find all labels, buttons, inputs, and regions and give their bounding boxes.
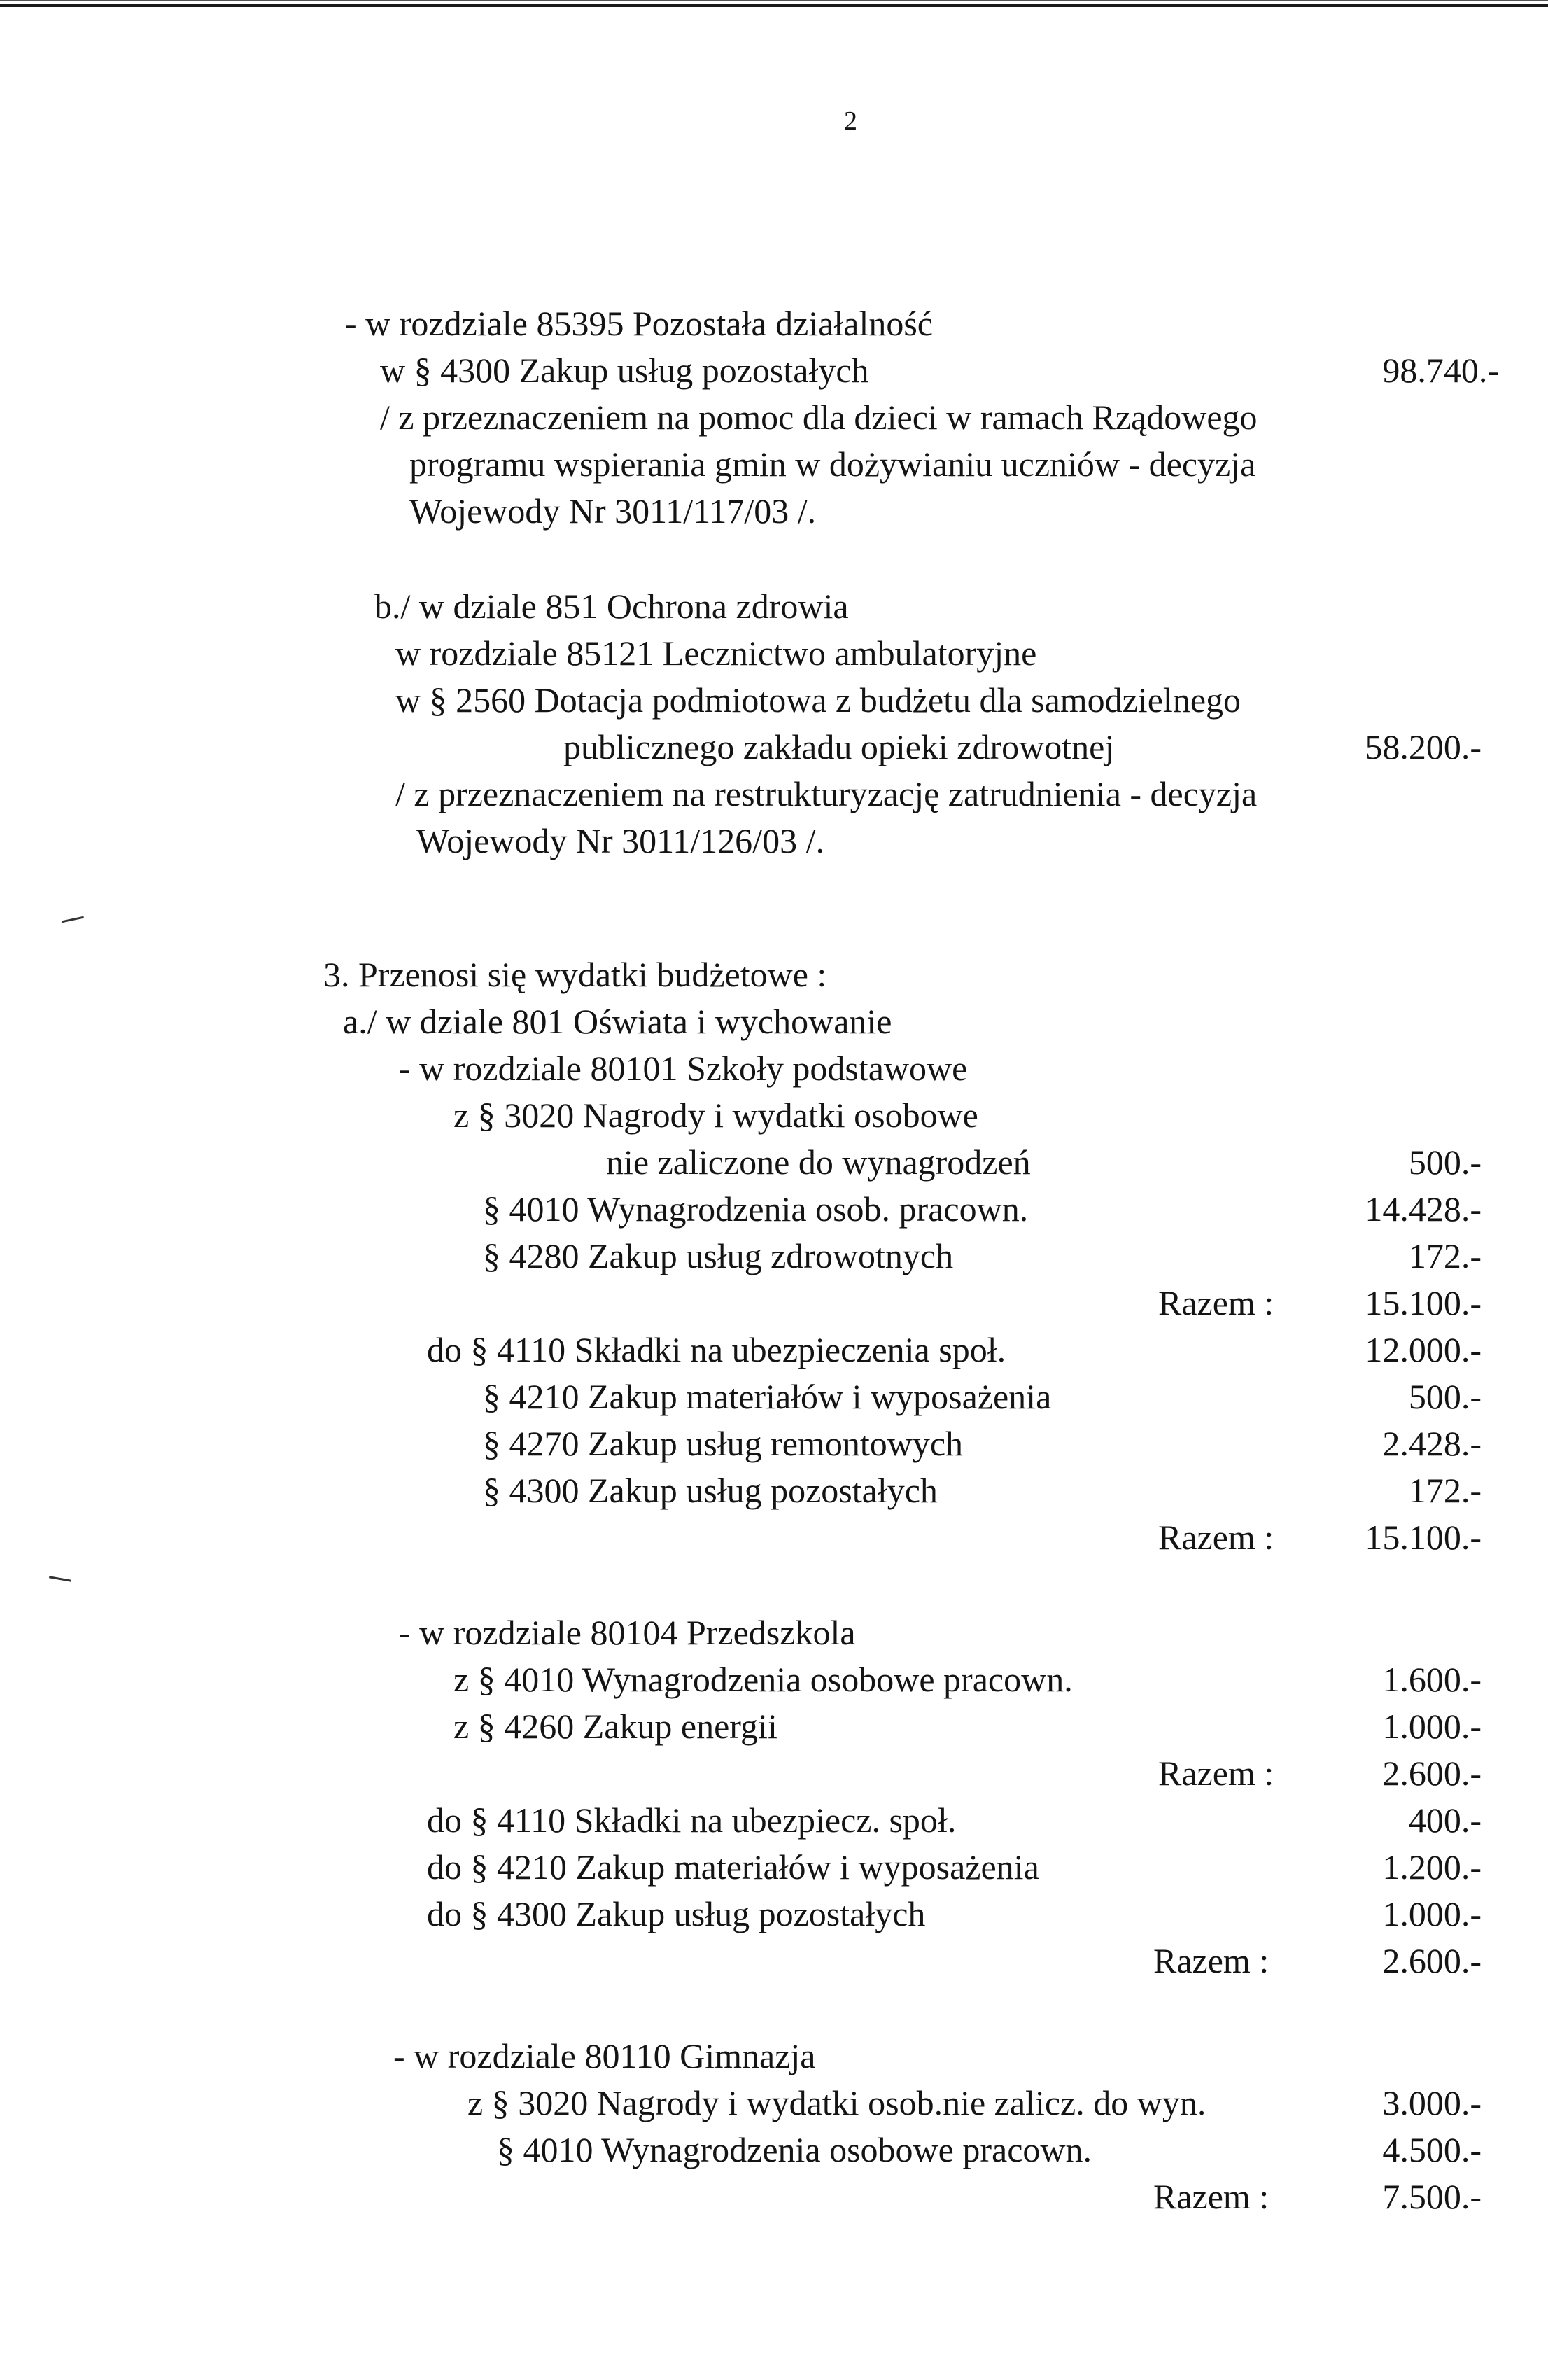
page-border-top [0, 0, 1548, 1]
r1-z2: § 4010 Wynagrodzenia osob. pracown. [483, 1189, 1029, 1228]
page-number: 2 [844, 106, 857, 136]
scan-mark [49, 1576, 71, 1582]
s1-line-4: programu wspierania gmin w dożywianiu uczniów - decyzja [409, 444, 1256, 484]
r2-d2: do § 4210 Zakup materiałów i wyposażenia [427, 1847, 1039, 1886]
s1-line-2: w § 4300 Zakup usług pozostałych [380, 351, 869, 390]
s2-line-3: w § 2560 Dotacja podmiotowa z budżetu dla samodzielnego [395, 680, 1241, 720]
s2-line-1: b./ w dziale 851 Ochrona zdrowia [374, 587, 849, 626]
r1-razem2-amount: 15.100.- [1365, 1518, 1482, 1557]
s2-line-6: Wojewody Nr 3011/126/03 /. [416, 821, 824, 860]
s1-line-1: - w rozdziale 85395 Pozostała działalność [345, 304, 933, 343]
r3-razem-label: Razem : [1153, 2177, 1269, 2216]
r1-d2: § 4210 Zakup materiałów i wyposażenia [483, 1377, 1052, 1416]
s3-heading: 3. Przenosi się wydatki budżetowe : [323, 955, 827, 994]
r2-z2-amount: 1.000.- [1382, 1707, 1482, 1746]
r3-title: - w rozdziale 80110 Gimnazja [393, 2036, 816, 2076]
s1-line-3: / z przeznaczeniem na pomoc dla dzieci w ramach Rządowego [380, 398, 1258, 437]
scan-mark [62, 916, 84, 923]
s3-dzial: a./ w dziale 801 Oświata i wychowanie [343, 1002, 892, 1041]
s1-line-2-amount: 98.740.- [1382, 351, 1499, 390]
r1-z1: z § 3020 Nagrody i wydatki osobowe [453, 1096, 978, 1135]
s2-line-2: w rozdziale 85121 Lecznictwo ambulatoryjne [395, 634, 1037, 673]
r2-d3-amount: 1.000.- [1382, 1894, 1482, 1933]
r1-z3: § 4280 Zakup usług zdrowotnych [483, 1236, 954, 1275]
s1-line-5: Wojewody Nr 3011/117/03 /. [409, 491, 817, 531]
r3-z1-amount: 3.000.- [1382, 2083, 1482, 2122]
r1-razem2-label: Razem : [1158, 1518, 1274, 1557]
r1-d3-amount: 2.428.- [1382, 1424, 1482, 1463]
r3-z1: z § 3020 Nagrody i wydatki osob.nie zalicz. do wyn. [467, 2083, 1206, 2122]
r2-z1: z § 4010 Wynagrodzenia osobowe pracown. [453, 1660, 1073, 1699]
s2-line-5: / z przeznaczeniem na restrukturyzację zatrudnienia - decyzja [395, 774, 1258, 813]
r2-z1-amount: 1.600.- [1382, 1660, 1482, 1699]
r2-razem2-label: Razem : [1153, 1941, 1269, 1980]
r2-razem1-amount: 2.600.- [1382, 1754, 1482, 1793]
r3-z2: § 4010 Wynagrodzenia osobowe pracown. [497, 2130, 1092, 2169]
page-border-line [0, 4, 1548, 7]
r2-d2-amount: 1.200.- [1382, 1847, 1482, 1886]
r1-d3: § 4270 Zakup usług remontowych [483, 1424, 964, 1463]
r1-z3-amount: 172.- [1408, 1236, 1482, 1275]
r2-title: - w rozdziale 80104 Przedszkola [399, 1613, 856, 1652]
s2-line-4: publicznego zakładu opieki zdrowotnej [563, 727, 1115, 766]
r1-z2-amount: 14.428.- [1365, 1189, 1482, 1228]
r2-d1: do § 4110 Składki na ubezpiecz. społ. [427, 1800, 957, 1840]
r1-z1-amount: 500.- [1408, 1142, 1482, 1182]
r1-d4: § 4300 Zakup usług pozostałych [483, 1471, 938, 1510]
r2-razem2-amount: 2.600.- [1382, 1941, 1482, 1980]
r3-razem-amount: 7.500.- [1382, 2177, 1482, 2216]
r2-d1-amount: 400.- [1408, 1800, 1482, 1840]
r1-razem1-label: Razem : [1158, 1283, 1274, 1322]
r1-razem1-amount: 15.100.- [1365, 1283, 1482, 1322]
r1-z1b: nie zaliczone do wynagrodzeń [606, 1142, 1031, 1182]
r1-title: - w rozdziale 80101 Szkoły podstawowe [399, 1049, 968, 1088]
r1-d1-amount: 12.000.- [1365, 1330, 1482, 1369]
r1-d4-amount: 172.- [1408, 1471, 1482, 1510]
r1-d2-amount: 500.- [1408, 1377, 1482, 1416]
r3-z2-amount: 4.500.- [1382, 2130, 1482, 2169]
r2-d3: do § 4300 Zakup usług pozostałych [427, 1894, 926, 1933]
r2-z2: z § 4260 Zakup energii [453, 1707, 777, 1746]
r2-razem1-label: Razem : [1158, 1754, 1274, 1793]
r1-d1: do § 4110 Składki na ubezpieczenia społ. [427, 1330, 1006, 1369]
s2-line-4-amount: 58.200.- [1365, 727, 1482, 766]
